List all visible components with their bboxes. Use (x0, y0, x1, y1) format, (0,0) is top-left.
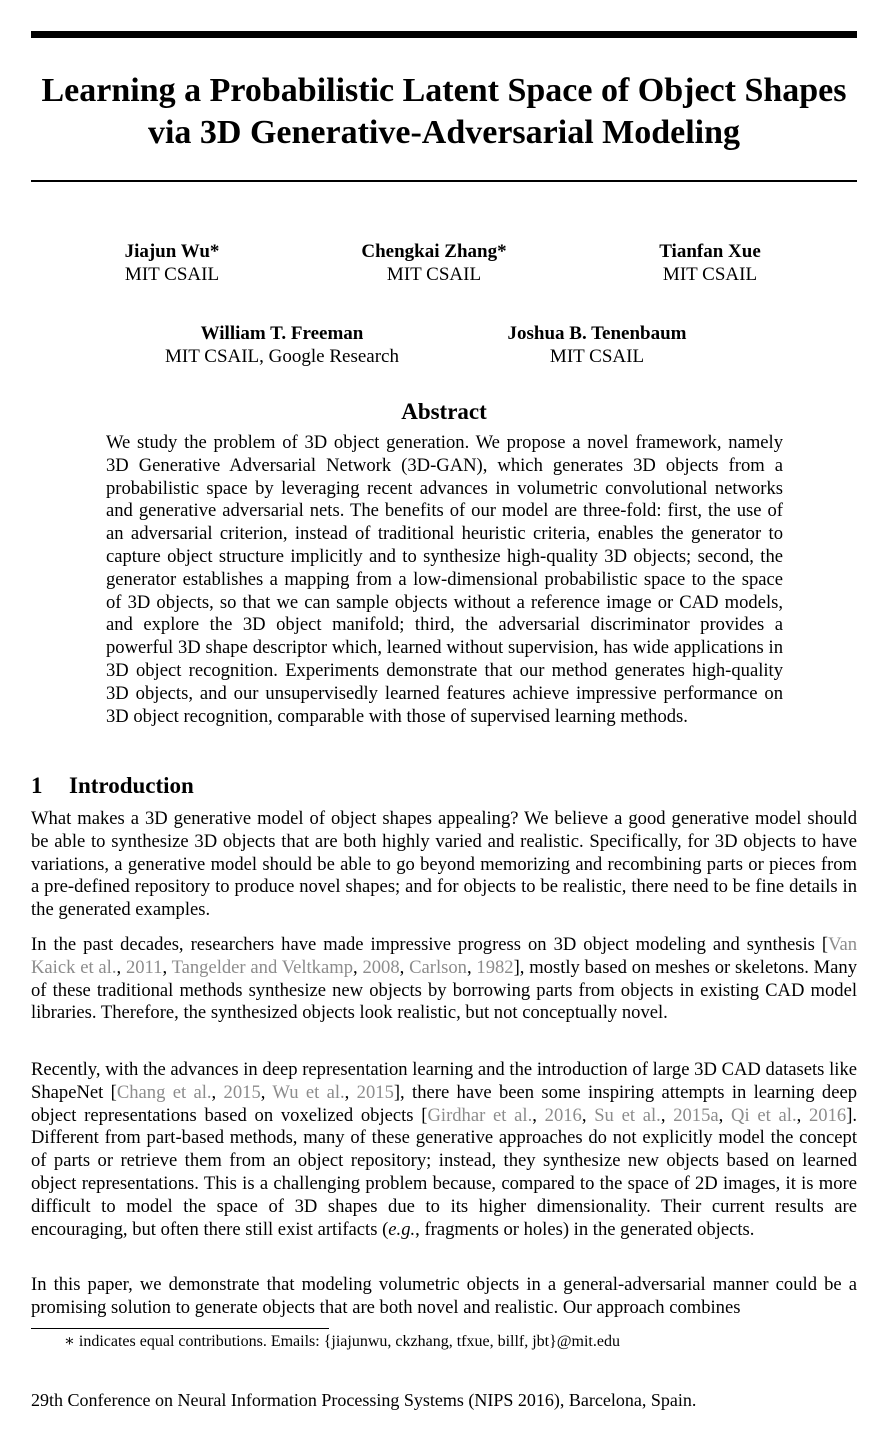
author-block (447, 322, 747, 368)
text-run-italic: e.g. (388, 1218, 416, 1240)
author-affiliation: MIT CSAIL, Google Research (165, 346, 399, 367)
author-affiliation: MIT CSAIL (124, 264, 220, 285)
text-run: , (344, 1081, 357, 1103)
text-run: , (162, 956, 172, 978)
text-run: , (116, 956, 126, 978)
text-run: , (796, 1104, 809, 1126)
intro-paragraph-2 (31, 934, 857, 1025)
text-run: , (260, 1081, 273, 1103)
footnote: ∗ indicates equal contributions. Emails: {jiajunwu, ckzhang, tfxue, billf, jbt}@mit.edu (64, 1333, 620, 1350)
text-run: , fragments or holes) in the generated objects. (415, 1218, 755, 1240)
text-run: , (581, 1104, 595, 1126)
top-rule (31, 31, 857, 38)
intro-paragraph-1: What makes a 3D generative model of object shapes appealing? We believe a good generative model should be able to synthesize 3D objects that are both highly varied and realistic. Specifically, for 3D objects to have variations, a generative model should be able to go beyond memorizing and recombining parts or pieces from a pre-defined repository to produce novel shapes; and for objects to be realistic, there need to be fine details in the generated examples. (31, 808, 857, 921)
citation-link[interactable]: Tangelder and Veltkamp (171, 956, 353, 978)
author-block (284, 240, 584, 286)
citation-link[interactable]: Van Kaick et al. (31, 934, 857, 978)
text-run: , (399, 956, 410, 978)
author-block (22, 240, 322, 286)
citation-link[interactable]: 2016 (809, 1104, 847, 1126)
citation-link[interactable]: Carlson (409, 956, 467, 978)
footnote-rule (31, 1328, 329, 1329)
citation-link[interactable]: Girdhar et al. (427, 1104, 533, 1126)
author-affiliation: MIT CSAIL (549, 346, 645, 367)
citation-link[interactable]: Qi et al. (731, 1104, 797, 1126)
text-run: , (466, 956, 477, 978)
citation-link[interactable]: 1982 (476, 956, 514, 978)
citation-link[interactable]: 2016 (544, 1104, 582, 1126)
text-run: Recently, with the advances in deep representation learning and the introduction of large 3D CAD datasets like ShapeNet [ (31, 1059, 857, 1103)
text-run: ], there have been some inspiring attempts in learning deep object representations based on voxelized objects [ (31, 1081, 857, 1126)
author-name: Joshua B. Tenenbaum (507, 323, 687, 344)
author-name: Chengkai Zhang* (361, 241, 507, 262)
text-run: ]. Different from part-based methods, many of these generative approaches do not explicitly model the concept of parts or retrieve them from an object repository; instead, they synthesize new objects based on learned object representations. This is a challenging problem because, compared to the space of 2D images, it is more difficult to model the space of 3D shapes due to its higher dimensionality. Their current results are encouraging, but often there still exist artifacts ( (31, 1104, 858, 1240)
text-run: ], mostly based on meshes or skeletons. Many of these traditional methods synthesize new objects by borrowing parts from objects in existing CAD model libraries. Therefore, the synthesized objects look realistic, but not conceptually novel. (31, 956, 858, 1024)
citation-link[interactable]: 2015a (673, 1104, 719, 1126)
author-name: Tianfan Xue (659, 241, 761, 262)
paper-title: Learning a Probabilistic Latent Space of Object Shapes via 3D Generative-Adversarial Modeling (41, 72, 847, 151)
intro-paragraph-3 (31, 1059, 857, 1241)
text-run: , (660, 1104, 674, 1126)
citation-link[interactable]: Su et al. (594, 1104, 661, 1126)
citation-link[interactable]: 2015 (356, 1081, 394, 1103)
author-block (132, 322, 432, 368)
text-run: In the past decades, researchers have made impressive progress on 3D object modeling and synthesis [ (31, 934, 829, 955)
citation-link[interactable]: 2015 (223, 1081, 261, 1103)
text-run: , (532, 1104, 545, 1126)
intro-paragraph-4: In this paper, we demonstrate that modeling volumetric objects in a general-adversarial manner could be a promising solution to generate objects that are both novel and realistic. Our approach combines (31, 1274, 857, 1318)
citation-link[interactable]: 2011 (125, 956, 163, 978)
section-heading (31, 772, 194, 800)
author-affiliation: MIT CSAIL (386, 264, 482, 285)
section-title-text: Introduction (69, 773, 194, 798)
section-number: 1 (31, 773, 43, 798)
citation-link[interactable]: Chang et al. (116, 1081, 212, 1103)
text-run: , (211, 1081, 224, 1103)
abstract-heading: Abstract (401, 399, 487, 424)
text-run: , (353, 956, 363, 978)
abstract-text: We study the problem of 3D object generation. We propose a novel framework, namely 3D Generative Adversarial Network (3D-GAN), which generates 3D objects from a probabilistic space by leveraging recent advances in volumetric convolutional networks and generative adversarial nets. The benefits of our model are three-fold: first, the use of an adversarial criterion, instead of traditional heuristic criteria, enables the generator to capture object structure implicitly and to synthesize high-quality 3D objects; second, the generator establishes a mapping from a low-dimensional probabilistic space to the space of 3D objects, so that we can sample objects without a reference image or CAD models, and explore the 3D object manifold; third, the adversarial discriminator provides a powerful 3D shape descriptor which, learned without supervision, has wide applications in 3D object recognition. Experiments demonstrate that our method generates high-quality 3D objects, and our unsupervisedly learned features achieve impressive performance on 3D object recognition, comparable with those of supervised learning methods. (106, 432, 783, 727)
author-name: Jiajun Wu* (124, 241, 220, 262)
author-block (560, 240, 860, 286)
author-name: William T. Freeman (200, 323, 364, 344)
author-affiliation: MIT CSAIL (662, 264, 758, 285)
citation-link[interactable]: Wu et al. (272, 1081, 345, 1103)
citation-link[interactable]: 2008 (362, 956, 400, 978)
title-bottom-rule (31, 180, 857, 182)
venue-line: 29th Conference on Neural Information Processing Systems (NIPS 2016), Barcelona, Spain. (31, 1390, 697, 1410)
text-run: , (718, 1104, 732, 1126)
